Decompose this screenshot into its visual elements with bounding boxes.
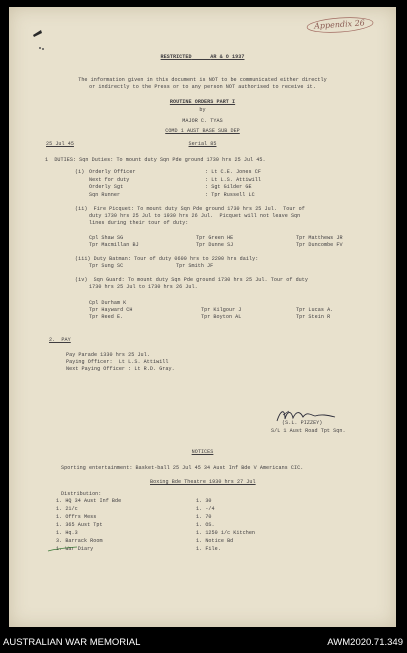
duty-iii-line-2: Tpr Sung SC Tpr Smith JF (89, 263, 214, 269)
picquet-1-1: Cpl Shaw SG (89, 235, 124, 241)
guard-1-1: Cpl Durham K (89, 300, 127, 306)
archive-footer (0, 634, 407, 653)
distribution-right-2: 1. 70 (196, 514, 212, 520)
guard-2-1: Tpr Hayward CH (89, 307, 133, 313)
document-body (9, 7, 396, 627)
picquet-1-2: Tpr Green HE (196, 235, 234, 241)
order-issuer-role: COMD 1 AUST BASE SUB DEP (165, 128, 240, 134)
distribution-right-0: 1. 30 (196, 498, 212, 504)
signature-name: (S.L. PIZZEY) (282, 420, 323, 426)
duty-name-0: : Lt C.E. Jones CF (205, 169, 261, 175)
section-1-heading: 1 DUTIES: Sqn Duties: To mount duty Sqn Pde ground 1730 hrs 25 Jul 45. (45, 157, 266, 163)
order-serial: Serial 85 (188, 141, 217, 147)
duty-role-0: Orderly Officer (89, 169, 136, 175)
notice-boxing: Boxing Bde Theatre 1930 hrs 27 Jul (150, 479, 256, 485)
warning-line-2: or indirectly to the Press or to any person NOT authorised to receive it. (89, 84, 316, 90)
pay-line-1: Paying Officer: Lt L.S. Attiwill (66, 359, 169, 365)
duty-ii-text-2: duty 1730 hrs 25 Jul to 1930 hrs 26 Jul. Picquet will not leave Sqn (89, 213, 301, 219)
pay-line-2: Next Paying Officer : Lt R.D. Gray. (66, 366, 175, 372)
guard-3-2: Tpr Boyton AL (201, 314, 242, 320)
distribution-right-6: 1. File. (196, 546, 221, 552)
distribution-right-5: 1. Notice Bd (196, 538, 234, 544)
duty-ii-text-1: (ii) Fire Picquet: To mount duty Sqn Pde ground 1730 hrs 25 Jul. Tour of (75, 206, 305, 212)
classification-ref: AR & O 1937 (210, 54, 245, 60)
order-title: ROUTINE ORDERS PART I (169, 99, 236, 105)
duty-ii-text-3: lines during their tour of duty: (89, 220, 189, 226)
duty-name-1: : Lt L.S. Attiwill (205, 177, 261, 183)
classification: RESTRICTED (160, 54, 192, 60)
duty-i-label: (i) (75, 169, 85, 175)
pay-line-0: Pay Parade 1330 hrs 25 Jul. (66, 352, 150, 358)
order-issuer: MAJOR C. TYAS (182, 118, 223, 124)
green-tick-mark-icon (47, 545, 79, 553)
guard-2-3: Tpr Lucas A. (296, 307, 334, 313)
distribution-left-1: 1. 21/c (56, 506, 78, 512)
notice-sport: Sporting entertainment: Basket-ball 25 Jul 45 34 Aust Inf Bde V Americans CIC. (61, 465, 304, 471)
appendix-note: Appendix 26 (313, 18, 366, 31)
distribution-heading: Distribution: (61, 491, 102, 497)
picquet-2-3: Tpr Duncombe FV (296, 242, 343, 248)
distribution-right-3: 1. OS. (196, 522, 215, 528)
duty-name-2: : Sgt Gilder GE (205, 184, 252, 190)
footer-source: AUSTRALIAN WAR MEMORIAL (3, 637, 141, 648)
signature-role: S/L 1 Aust Road Tpt Sqn. (271, 428, 346, 434)
warning-line-1: The information given in this document is NOT to be communicated either directly (78, 77, 327, 83)
distribution-left-5: 3. Barrack Room (56, 538, 103, 544)
picquet-2-2: Tpr Dunne SJ (196, 242, 234, 248)
duty-role-2: Orderly Sgt (89, 184, 124, 190)
distribution-left-6: 1. War Diary (56, 546, 94, 552)
classification-line (9, 54, 396, 60)
notices-heading: NOTICES (191, 449, 214, 455)
guard-2-2: Tpr Kilgour J (201, 307, 242, 313)
footer-accession: AWM2020.71.349 (327, 637, 403, 648)
corner-mark-icon (30, 27, 50, 57)
duty-role-1: Next for duty (89, 177, 130, 183)
distribution-left-4: 1. Hq.3 (56, 530, 78, 536)
picquet-2-1: Tpr Macmillan BJ (89, 242, 139, 248)
appendix-handwritten-stamp (305, 13, 374, 36)
order-by: by (199, 107, 206, 113)
distribution-left-2: 1. Offrs Mess (56, 514, 97, 520)
duty-iv-text-2: 1730 hrs 25 Jul to 1730 hrs 26 Jul. (89, 284, 198, 290)
distribution-left-3: 1. 365 Aust Tpt (56, 522, 103, 528)
duty-iii-text: (iii) Duty Batman: Tour of duty 0600 hrs to 2200 hrs daily: (75, 256, 259, 262)
duty-name-3: : Tpr Russell LC (205, 192, 255, 198)
guard-3-1: Tpr Reed E. (89, 314, 124, 320)
picquet-1-3: Tpr Matthews JR (296, 235, 343, 241)
duty-iv-text-1: (iv) Sqn Guard: To mount duty Sqn Pde ground 1730 hrs 25 Jul. Tour of duty (75, 277, 309, 283)
distribution-left-0: 1. HQ 34 Aust Inf Bde (56, 498, 122, 504)
guard-3-3: Tpr Stein R (296, 314, 331, 320)
section-2-heading: 2. PAY (49, 337, 71, 343)
order-date: 25 Jul 45 (46, 141, 74, 147)
duty-role-3: Sqn Runner (89, 192, 121, 198)
distribution-right-1: 1. -/4 (196, 506, 215, 512)
document-page (9, 7, 396, 627)
distribution-right-4: 1. 1250 i/c Kitchen (196, 530, 256, 536)
